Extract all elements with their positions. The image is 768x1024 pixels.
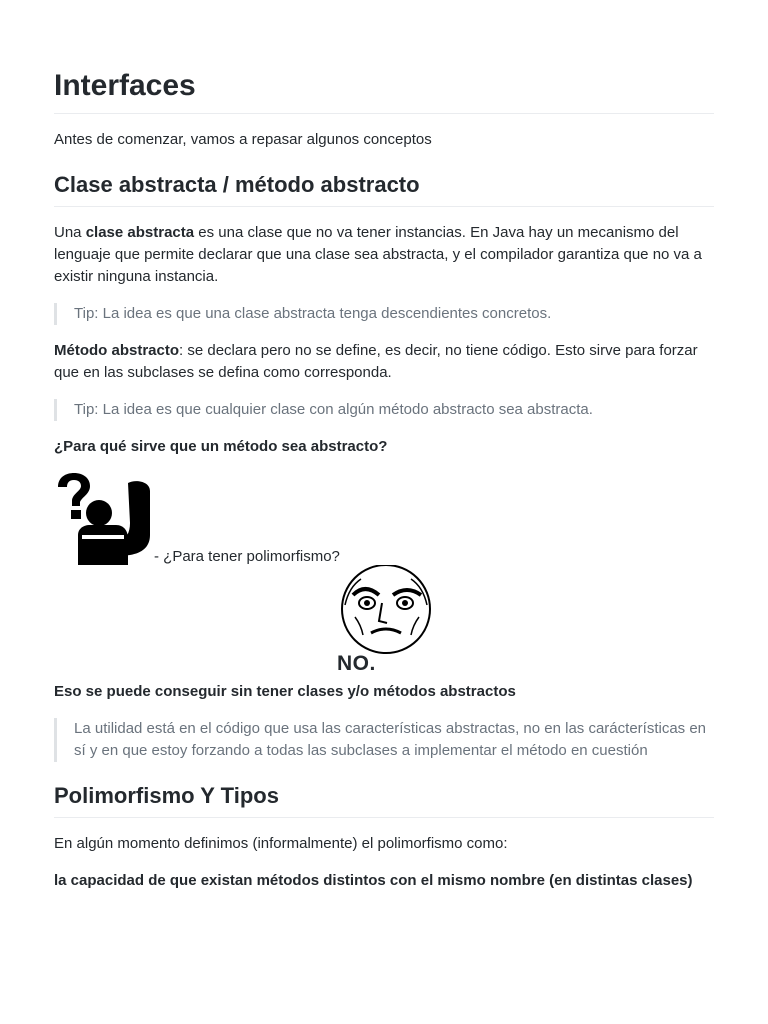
polimorfismo-definition: la capacidad de que existan métodos distintos con el mismo nombre (en distintas clases) — [54, 872, 693, 889]
utility-quote: La utilidad está en el código que usa las características abstractas, no en las carácterísticas en sí y en que estoy forzando a todas las subclases a implementar el método en cuestión — [54, 718, 714, 762]
answer-statement: Eso se puede conseguir sin tener clases y/o métodos abstractos — [54, 683, 516, 700]
section-heading-clase-abstracta: Clase abstracta / método abstracto — [54, 170, 714, 207]
question-heading: ¿Para qué sirve que un método sea abstracto? — [54, 438, 388, 455]
polimorfismo-intro-paragraph: En algún momento definimos (informalmente) el polimorfismo como: — [54, 835, 508, 852]
metodo-abstracto-paragraph — [54, 340, 714, 384]
bold-term-metodo-abstracto: Método abstracto — [54, 342, 180, 359]
paragraph-text: Una — [54, 224, 86, 241]
paragraph-text: : se declara pero no se define, es decir, no tiene código. Esto sirve para forzar que en las subclases se defina como corresponda. — [54, 342, 698, 381]
no-meme-face-icon — [335, 565, 435, 657]
paragraph-text: es una clase que no va tener instancias. En Java hay un mecanismo del lenguaje que permite declarar que una clase sea abstracta, y el compilador garantiza que no va a existir ninguna instancia. — [54, 224, 702, 285]
question-person-icon — [54, 473, 151, 565]
polimorfismo-guess: - ¿Para tener polimorfismo? — [154, 548, 340, 565]
section-heading-polimorfismo: Polimorfismo Y Tipos — [54, 781, 714, 818]
page-title: Interfaces — [54, 66, 714, 114]
tip-quote-clase: Tip: La idea es que una clase abstracta tenga descendientes concretos. — [54, 303, 714, 325]
bold-term-clase-abstracta: clase abstracta — [85, 224, 195, 241]
tip-quote-metodo: Tip: La idea es que cualquier clase con algún método abstracto sea abstracta. — [54, 399, 714, 421]
intro-paragraph: Antes de comenzar, vamos a repasar algunos conceptos — [54, 131, 432, 148]
document — [54, 0, 714, 892]
question-icon-row — [54, 473, 714, 565]
meme-caption: NO. — [337, 652, 376, 675]
no-meme — [54, 565, 714, 675]
clase-abstracta-paragraph — [54, 222, 714, 288]
